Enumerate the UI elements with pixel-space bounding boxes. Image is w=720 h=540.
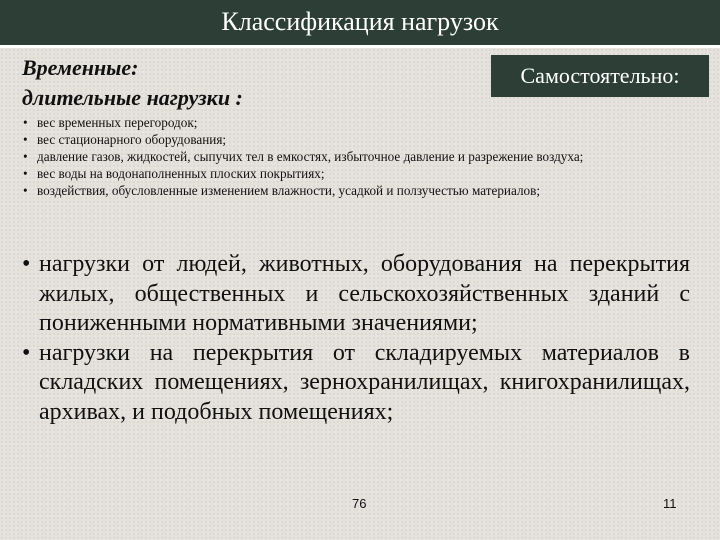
list-item-text: нагрузки на перекрытия от складируемых материалов в складских помещениях, зернохранилищах, книгохранилищах, архивах, и подобных помещениях; (39, 339, 690, 425)
list-item (22, 131, 694, 148)
list-item-text: вес воды на водонаполненных плоских покрытиях; (37, 166, 325, 181)
list-item (22, 339, 690, 428)
bullet-icon: • (22, 251, 31, 277)
heading-line-temporary: Временные: (22, 55, 139, 80)
self-study-button[interactable]: Самостоятельно: (491, 55, 709, 97)
bullet-icon: • (23, 166, 28, 181)
list-item-text: давление газов, жидкостей, сыпучих тел в емкостях, избыточное давление и разрежение воздуха; (37, 149, 584, 164)
list-item-text: воздействия, обусловленные изменением влажности, усадкой и ползучестью материалов; (37, 183, 541, 198)
list-item-text: вес стационарного оборудования; (37, 132, 227, 147)
list-item (22, 165, 694, 182)
list-item (22, 250, 690, 339)
bullet-icon: • (23, 149, 28, 164)
page-number-right: 11 (663, 496, 677, 511)
list-item (22, 182, 694, 199)
large-bullet-list (22, 250, 690, 427)
bullet-icon: • (23, 183, 28, 198)
list-item-text: вес временных перегородок; (37, 115, 198, 130)
slide-title: Классификация нагрузок (221, 7, 499, 36)
list-item-text: нагрузки от людей, животных, оборудования на перекрытия жилых, общественных и сельскохозяйственных зданий с пониженными нормативными значениями; (39, 251, 690, 336)
heading-line-long-term: длительные нагрузки : (22, 85, 243, 110)
title-bar (0, 0, 720, 48)
list-item (22, 114, 694, 131)
page-number-left: 76 (352, 496, 367, 511)
list-item (22, 148, 694, 165)
bullet-icon: • (22, 339, 31, 366)
bullet-icon: • (23, 115, 28, 130)
section-heading (22, 53, 243, 113)
bullet-icon: • (23, 132, 28, 147)
small-bullet-list (22, 114, 694, 199)
